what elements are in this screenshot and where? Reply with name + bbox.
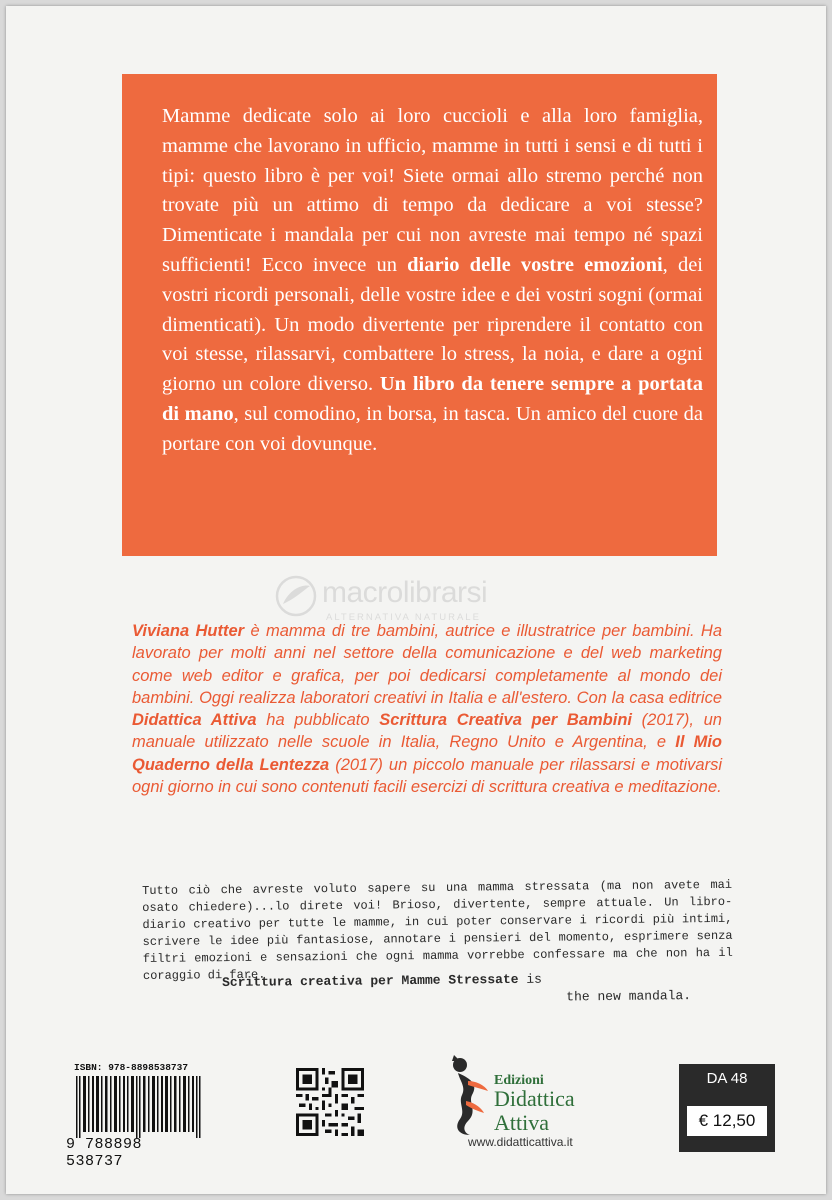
author-bio-text: (2017) un piccolo manuale per rilassarsi e motivarsi ogni giorno in cui sono contenuti facili esercizi di scrittura creativa e meditazione. [132, 755, 723, 797]
blurb-paragraph [162, 102, 703, 460]
publisher-name-line-2: Attiva [494, 1110, 549, 1135]
publisher-name-line-1: Didattica [494, 1086, 575, 1111]
tagline [222, 969, 742, 1010]
author-bio [132, 620, 722, 798]
blurb-text: , dei vostri ricordi personali, delle vostre idee e dei vostri sogni (ormai dimenticati). Un modo divertente per riprendere il contatto con voi stesse, rilassarvi, combattere lo stress, la noia, e dare a ogni giorno un colore diverso. [162, 253, 703, 396]
barcode-number: 9 788898 538737 [66, 1136, 143, 1170]
tagline-book-title: Scrittura creativa per Mamme Stressate [222, 971, 519, 990]
blurb-text: , sul comodino, in borsa, in tasca. Un amico del cuore da portare con voi dovunque. [162, 402, 703, 455]
qr-code-icon [296, 1068, 364, 1136]
publisher-edizioni: Edizioni [494, 1073, 544, 1088]
price-label: € 12,50 [687, 1106, 767, 1136]
publisher-url: www.didatticattiva.it [468, 1135, 573, 1149]
product-code: DA 48 [706, 1070, 748, 1087]
tagline-line-2: the new mandala. [566, 988, 692, 1005]
author-bio-text: è mamma di tre bambini, autrice e illustratrice per bambini. Ha lavorato per molti anni nel settore della comunicazione e del web marketing come web editor e grafica, per poi dedicarsi completamente al mondo dei bambini. Oggi realizza laboratori creativi in Italia e all'estero. Con la casa editrice [132, 622, 722, 707]
price-box [679, 1064, 775, 1152]
barcode-icon [74, 1076, 202, 1138]
author-bio-text: (2017), un manuale utilizzato nelle scuole in Italia, Regno Unito e Argentina, e [132, 711, 722, 752]
typewriter-note-text: Tutto ciò che avreste voluto sapere su una mamma stressata (ma non avete mai osato chiedere)...lo direte voi! Brioso, divertente, sempre attuale. Un libro-diario creativo per tutte le mamme, in cui poter conservare i ricordi più intimi, scrivere le idee più fantasiose, annotare i pensieri del momento, esprimere senza filtri emozioni e sensazioni che ogni mamma vorrebbe confessare ma che non ha il coraggio di fare. [142, 877, 733, 983]
publisher-logo [448, 1051, 628, 1161]
isbn-label: ISBN: 978-8898538737 [74, 1062, 189, 1073]
blurb-highlight-book: Un libro da tenere sempre a portata di mano [162, 373, 704, 425]
watermark-title: macrolibrarsi [322, 576, 488, 609]
author-bio-book-title: Il Mio Quaderno della Lentezza [132, 733, 722, 774]
blurb-highlight-diary: diario delle vostre emozioni [407, 253, 663, 276]
author-bio-text: ha pubblicato [256, 711, 380, 730]
publisher-name [494, 1087, 575, 1135]
cover-blurb-box [122, 74, 717, 556]
tagline-is: is [518, 971, 543, 987]
author-bio-paragraph [132, 620, 722, 798]
author-bio-book-title: Scrittura Creativa per Bambini [379, 711, 632, 730]
watermark-leaf-icon [274, 574, 318, 618]
barcode-block [66, 1062, 204, 1170]
author-bio-publisher: Didattica Attiva [132, 711, 257, 730]
blurb-text: Mamme dedicate solo ai loro cuccioli e alla loro famiglia, mamme che lavorano in ufficio, mamme in tutti i sensi e di tutti i tipi: questo libro è per voi! Siete ormai allo stremo perché non trovate più un attimo di tempo da dedicare a voi stesse? Dimenticate i mandala per cui non avreste mai tempo né spazi sufficienti! Ecco invece un [162, 105, 703, 276]
publisher-figure-icon [448, 1051, 492, 1137]
author-name: Viviana Hutter [132, 622, 245, 640]
book-back-cover [6, 6, 826, 1194]
watermark-subtitle: ALTERNATIVA NATURALE [326, 612, 481, 623]
